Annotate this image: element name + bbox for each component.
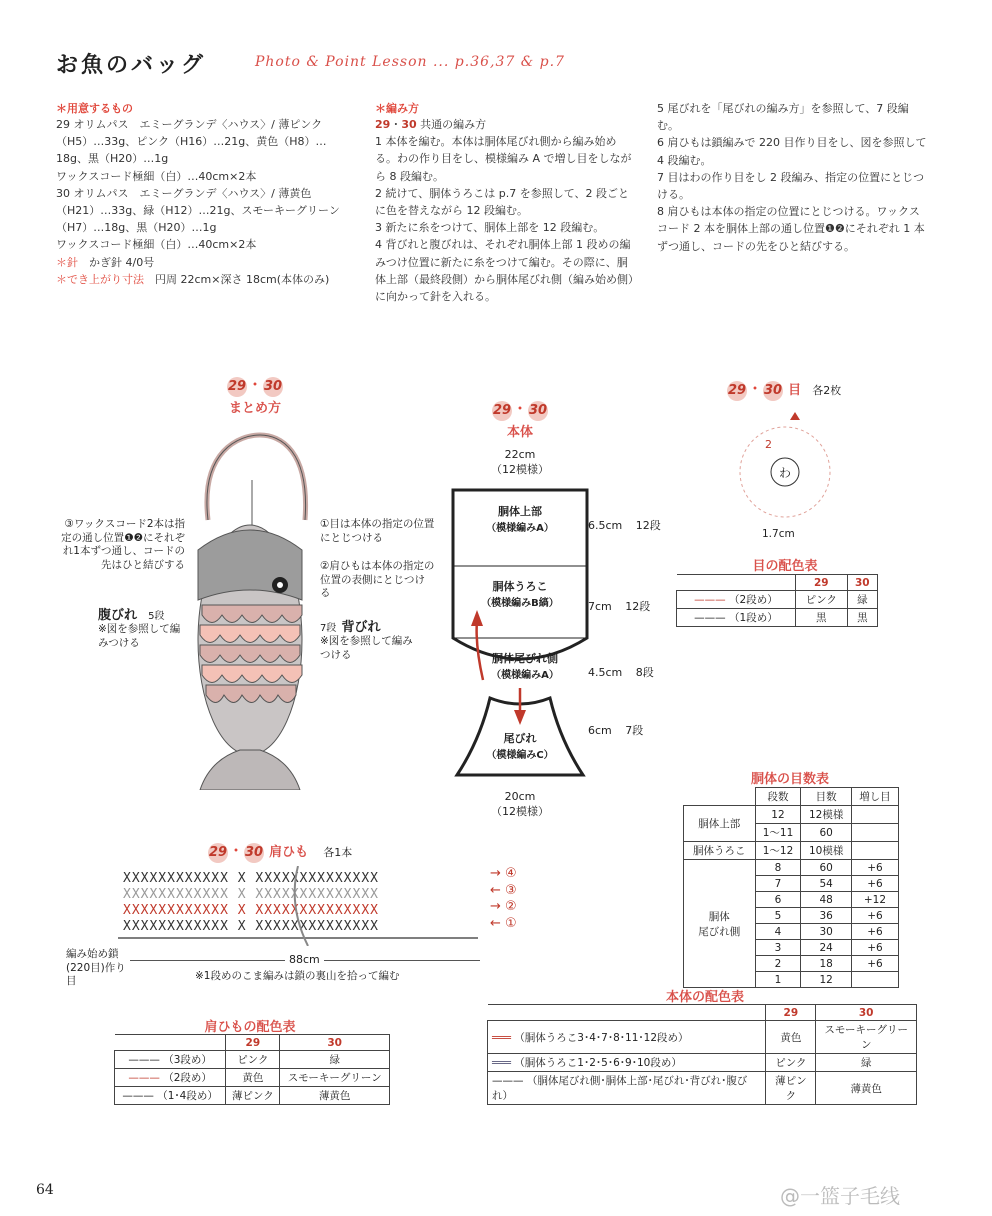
cell-29: 黄色 xyxy=(766,1021,816,1054)
row-label: （2段め） xyxy=(163,1072,212,1084)
method-step-2: 2 続けて、胴体うろこは p.7 を参照して、2 段ごとに色を替えながら 12 段編む。 xyxy=(375,186,630,218)
svg-text:XXXXXXXXXXXX X XXXXXXXXXXXXXX: XXXXXXXXXXXX X XXXXXXXXXXXXXX xyxy=(123,871,379,886)
cell: +6 xyxy=(851,908,898,924)
cell: 7 xyxy=(755,876,801,892)
table-row: ——— （胴体尾びれ側･胴体上部･尾びれ･背びれ･腹びれ） 薄ピンク 薄黄色 xyxy=(488,1072,917,1105)
cell: +6 xyxy=(851,924,898,940)
eye-color-title: 目の配色表 xyxy=(752,559,818,574)
size-label: ＊でき上がり寸法 xyxy=(56,272,144,286)
dim-rows: 12段 xyxy=(625,600,651,613)
eye-row2-mark: 2 xyxy=(765,438,772,451)
method-section xyxy=(375,100,637,305)
assembly-title: まとめ方 xyxy=(228,401,281,416)
cell: 30 xyxy=(801,924,851,940)
section-name: 胴体上部 xyxy=(498,505,542,518)
belly-note: ※図を参照して編みつける xyxy=(98,623,181,649)
cell: 12 xyxy=(755,806,801,824)
page-subtitle: Photo & Point Lesson ... p.36,37 & p.7 xyxy=(255,54,565,70)
cell: 6 xyxy=(755,892,801,908)
strap-color-table xyxy=(114,1034,390,1105)
dim-1 xyxy=(588,520,661,532)
eye-center-text: わ xyxy=(778,466,792,480)
cell: 2 xyxy=(755,956,801,972)
group-name: 胴体 尾びれ側 xyxy=(684,860,756,988)
method-step-7: 7 目はわの作り目をし 2 段編み、指定の位置にとじつける。 xyxy=(657,170,925,202)
back-note: ※図を参照して編みつける xyxy=(320,635,413,661)
badge-29: 29 xyxy=(208,843,228,863)
needle-value: かぎ針 4/0号 xyxy=(89,255,155,269)
cell-29: ピンク xyxy=(226,1051,280,1069)
cell-29: 黒 xyxy=(795,609,847,627)
dim-cm: 7cm xyxy=(588,600,612,613)
dim-3 xyxy=(588,664,654,680)
page-title: お魚のバッグ xyxy=(56,52,207,78)
svg-text:XXXXXXXXXXXX X XXXXXXXXXXXXXX: XXXXXXXXXXXX X XXXXXXXXXXXXXX xyxy=(123,903,379,918)
note-1: ①目は本体の指定の位置にとじつける xyxy=(320,518,435,544)
row-2: ② xyxy=(505,899,517,914)
row-4: ④ xyxy=(505,866,517,881)
materials-section xyxy=(56,100,346,288)
strap-color-title: 肩ひもの配色表 xyxy=(204,1020,296,1035)
note-2: ②肩ひもは本体の指定の位置の表側にとじつける xyxy=(320,560,435,599)
table-row: ——— （2段め） ピンク 緑 xyxy=(677,591,878,609)
header-rows: 段数 xyxy=(755,788,801,806)
size-value: 円周 22cm×深さ 18cm(本体のみ) xyxy=(155,272,330,286)
dim-cm: 6.5cm xyxy=(588,519,623,532)
method-heading: ＊編み方 xyxy=(375,102,419,115)
row-label: （胴体尾びれ側･胴体上部･尾びれ･背びれ･腹びれ） xyxy=(492,1075,748,1102)
strap-start-label: 編み始め鎖(220目)作り目 xyxy=(66,948,126,987)
section-name: 尾びれ xyxy=(503,732,537,745)
stitch-table xyxy=(683,787,899,988)
col-29: 29 xyxy=(783,1006,799,1019)
table-row: ——— （2段め） 黄色 スモーキーグリーン xyxy=(115,1069,390,1087)
cell: 12模様 xyxy=(801,806,851,824)
col-30: 30 xyxy=(855,576,870,589)
cell: 36 xyxy=(801,908,851,924)
dim-rows: 8段 xyxy=(635,666,654,679)
method-step-5: 5 尾びれを「尾びれの編み方」を参照して、7 段編む。 xyxy=(657,102,909,133)
method-step-8: 8 肩ひもは本体の指定の位置にとじつける。ワックスコード 2 本を胴体上部の通し位置❶❷にそれぞれ 1 本ずつ通し、コードの先をひと結びする。 xyxy=(657,205,925,253)
row-label: （1段め） xyxy=(729,612,778,624)
body-color-table xyxy=(487,1004,917,1105)
fish-illustration xyxy=(180,430,340,790)
dot-sep: ・ xyxy=(511,399,528,418)
eye-heading xyxy=(727,376,841,401)
section-tail-side xyxy=(470,650,580,681)
dim-cm: 6cm xyxy=(588,724,612,737)
dim-rows: 12段 xyxy=(635,519,661,532)
cell: +12 xyxy=(851,892,898,908)
cell-30: 黒 xyxy=(847,609,877,627)
table-row: ═══ （胴体うろこ3･4･7･8･11･12段め） 黄色 スモーキーグリーン xyxy=(488,1021,917,1054)
col-30: 30 xyxy=(327,1036,342,1049)
materials-line-3: 30 オリムパス エミーグランデ〈ハウス〉/ 薄黄色（H21）…33g、緑（H12）…21g、スモーキーグリーン（H7）…18g、黒（H20）…1g xyxy=(56,186,340,235)
note-3: ③ワックスコード2本は指定の通し位置❶❷にそれぞれ1本ずつ通し、コードの先はひと結びする xyxy=(61,518,185,571)
row-1: ① xyxy=(505,915,517,931)
table-row: ═══ （胴体うろこ1･2･5･6･9･10段め） ピンク 緑 xyxy=(488,1054,917,1072)
strap-row-labels: → ④ ← ③ → ② ← ① xyxy=(490,866,517,931)
eye-width: 1.7cm xyxy=(762,528,795,540)
stitch-table-title: 胴体の目数表 xyxy=(750,772,829,787)
row-3: ③ xyxy=(505,882,517,898)
cell: 24 xyxy=(801,940,851,956)
cell: 8 xyxy=(755,860,801,876)
cell-30: 緑 xyxy=(280,1051,390,1069)
row-label: （胴体うろこ1･2･5･6･9･10段め） xyxy=(514,1057,682,1069)
eye-title: 目 xyxy=(788,383,802,398)
back-label: 背びれ xyxy=(341,620,381,635)
method-step-6: 6 肩ひもは鎖編みで 220 目作り目をし、図を参照して 4 段編む。 xyxy=(657,136,927,167)
dim-rows: 7段 xyxy=(625,724,644,737)
group-name: 胴体うろこ xyxy=(684,842,756,860)
method-step-4: 4 背びれと腹びれは、それぞれ胴体上部 1 段めの編みつけ位置に新たに糸をつけて編む。その際に、胴体上部（最終段側）から胴体尾びれ側（編み始め側）に向かって針を入れる。 xyxy=(375,238,634,304)
cell: +6 xyxy=(851,876,898,892)
table-row: ——— （1･4段め） 薄ピンク 薄黄色 xyxy=(115,1087,390,1105)
section-name: 胴体うろこ xyxy=(492,580,548,593)
section-name: 胴体尾びれ側 xyxy=(492,652,558,665)
bottom-pattern: （12模様） xyxy=(491,805,549,818)
assembly-heading xyxy=(210,372,300,416)
method-section-2 xyxy=(657,100,927,255)
cell: 1〜12 xyxy=(755,842,801,860)
badge-29: 29 xyxy=(727,381,747,401)
row-label: （2段め） xyxy=(729,594,778,606)
top-pattern: （12模様） xyxy=(491,463,549,476)
eye-color-table xyxy=(676,574,878,627)
eye-diagram xyxy=(730,410,840,530)
cell-30: スモーキーグリーン xyxy=(280,1069,390,1087)
materials-line-1: 29 オリムパス エミーグランデ〈ハウス〉/ 薄ピンク（H5）…33g、ピンク（H16）…21g、黄色（H8）…18g、黒（H20）…1g xyxy=(56,118,327,166)
cell: 1 xyxy=(755,972,801,988)
section-tail xyxy=(465,730,575,761)
header-increase: 増し目 xyxy=(851,788,898,806)
bottom-width: 20cm xyxy=(504,790,536,803)
num-30: 30 xyxy=(401,118,417,131)
cell-29: ピンク xyxy=(766,1054,816,1072)
row-label: （3段め） xyxy=(163,1054,212,1066)
num-29: 29 xyxy=(375,118,391,131)
cell: 54 xyxy=(801,876,851,892)
cell: 60 xyxy=(801,860,851,876)
materials-line-4: ワックスコード極細（白）…40cm×2本 xyxy=(56,238,257,252)
table-row xyxy=(684,860,899,876)
cell: 3 xyxy=(755,940,801,956)
belly-label: 腹びれ xyxy=(98,608,138,623)
cell: 18 xyxy=(801,956,851,972)
dot-sep: ・ xyxy=(747,379,764,398)
body-heading xyxy=(475,396,565,440)
materials-line-2: ワックスコード極細（白）…40cm×2本 xyxy=(56,169,257,183)
table-row xyxy=(684,806,899,824)
group-name: 胴体上部 xyxy=(684,806,756,842)
badge-30: 30 xyxy=(528,401,548,421)
col-30: 30 xyxy=(858,1006,874,1019)
table-row: ——— （3段め） ピンク 緑 xyxy=(115,1051,390,1069)
method-sub: 共通の編み方 xyxy=(420,118,487,131)
strap-count: 各1本 xyxy=(323,846,353,859)
section-top xyxy=(465,503,575,534)
badge-30: 30 xyxy=(244,843,264,863)
section-scales xyxy=(465,578,575,609)
back-rows: 7段 xyxy=(320,623,337,634)
col-29: 29 xyxy=(245,1036,261,1049)
svg-text:XXXXXXXXXXXX X XXXXXXXXXXXXXX: XXXXXXXXXXXX X XXXXXXXXXXXXXX xyxy=(123,887,379,902)
cell-29: 黄色 xyxy=(226,1069,280,1087)
strap-note: ※1段めのこま編みは鎖の裏山を拾って編む xyxy=(195,970,400,982)
method-step-1: 1 本体を編む。本体は胴体尾びれ側から編み始める。わの作り目をし、模様編み A で増し目をしながら 8 段編む。 xyxy=(375,135,632,183)
cell: +6 xyxy=(851,940,898,956)
cell: +6 xyxy=(851,956,898,972)
dim-cm: 4.5cm xyxy=(588,666,623,679)
belly-fin-label xyxy=(98,604,188,650)
cell-30: スモーキーグリーン xyxy=(816,1021,917,1054)
back-fin-label xyxy=(320,616,415,662)
cell-30: 薄黄色 xyxy=(816,1072,917,1105)
body-bottom-width xyxy=(480,790,560,819)
badge-30: 30 xyxy=(763,381,783,401)
section-pattern: （模様編みA） xyxy=(491,670,559,681)
cell-29: 薄ピンク xyxy=(226,1087,280,1105)
strap-length: 88cm xyxy=(285,953,324,966)
cell: 10模様 xyxy=(801,842,851,860)
svg-text:XXXXXXXXXXXX X XXXXXXXXXXXXXX: XXXXXXXXXXXX X XXXXXXXXXXXXXX xyxy=(123,919,379,934)
eye-count: 各2枚 xyxy=(812,384,842,397)
strap-title: 肩ひも xyxy=(269,845,309,860)
badge-29: 29 xyxy=(492,401,512,421)
cell: 12 xyxy=(801,972,851,988)
dot-sep: ・ xyxy=(246,375,263,394)
dim-4 xyxy=(588,722,643,738)
cell-29: 薄ピンク xyxy=(766,1072,816,1105)
body-color-title: 本体の配色表 xyxy=(665,990,744,1005)
needle-label: ＊針 xyxy=(56,255,78,269)
dim-2 xyxy=(588,598,650,614)
table-row xyxy=(684,842,899,860)
cell: 4 xyxy=(755,924,801,940)
body-title: 本体 xyxy=(506,425,533,440)
table-row: ——— （1段め） 黒 黒 xyxy=(677,609,878,627)
cell: +6 xyxy=(851,860,898,876)
col-29: 29 xyxy=(813,576,829,589)
belly-rows: 5段 xyxy=(148,611,165,622)
page-number: 64 xyxy=(36,1182,54,1198)
badge-29: 29 xyxy=(227,377,247,397)
header-stitches: 目数 xyxy=(801,788,851,806)
badge-30: 30 xyxy=(263,377,283,397)
method-step-3: 3 新たに糸をつけて、胴体上部を 12 段編む。 xyxy=(375,221,605,235)
cell-30: 薄黄色 xyxy=(280,1087,390,1105)
row-label: （胴体うろこ3･4･7･8･11･12段め） xyxy=(514,1031,689,1044)
section-pattern: （模様編みA） xyxy=(486,523,554,534)
strap-diagram xyxy=(118,866,483,946)
dot-sep: ・ xyxy=(390,118,402,131)
cell: 5 xyxy=(755,908,801,924)
section-pattern: （模様編みB縞） xyxy=(481,598,559,609)
cell-30: 緑 xyxy=(816,1054,917,1072)
cell: 1〜11 xyxy=(755,824,801,842)
watermark: @一篮子毛线 xyxy=(780,1184,900,1208)
section-pattern: （模様編みC） xyxy=(486,750,554,761)
row-label: （1･4段め） xyxy=(157,1090,218,1102)
cell: 60 xyxy=(801,824,851,842)
dot-sep: ・ xyxy=(228,841,245,860)
cell-30: 緑 xyxy=(847,591,877,609)
cell-29: ピンク xyxy=(795,591,847,609)
strap-heading xyxy=(208,838,352,863)
top-width: 22cm xyxy=(504,448,536,461)
materials-heading: ＊用意するもの xyxy=(56,102,133,115)
cell: 48 xyxy=(801,892,851,908)
